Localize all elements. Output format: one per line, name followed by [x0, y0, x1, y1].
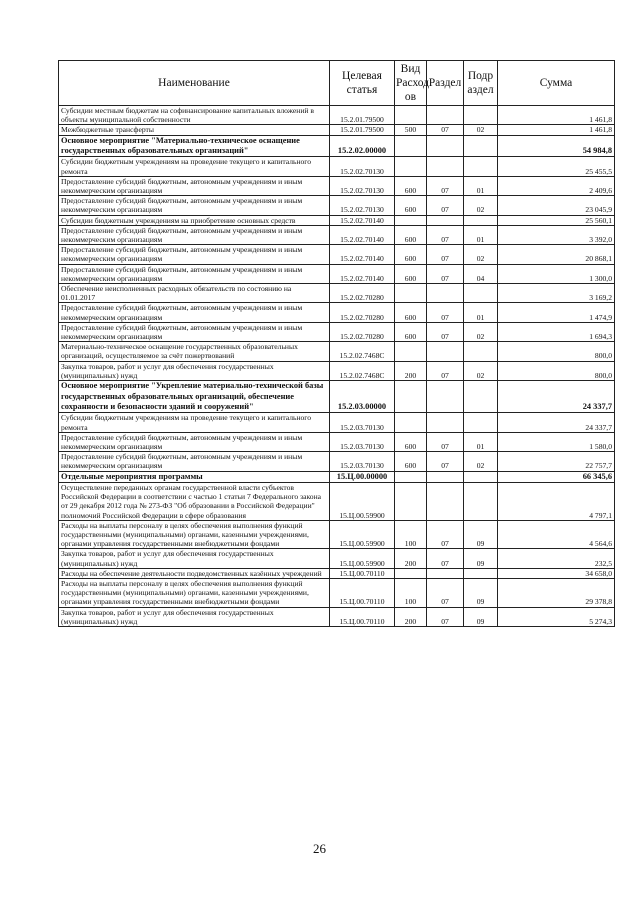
cell-expense-type [395, 106, 427, 125]
cell-section: 07 [427, 432, 464, 451]
table-row [59, 452, 615, 471]
cell-subsection [464, 471, 498, 482]
table-row [59, 342, 615, 361]
cell-target-code: 15.2.02.7468С [330, 342, 395, 361]
cell-sum: 24 337,7 [498, 413, 615, 432]
header-target: Целевая статья [330, 61, 395, 106]
cell-subsection: 02 [464, 125, 498, 135]
table-row [59, 568, 615, 578]
cell-expense-type: 600 [395, 303, 427, 322]
cell-subsection [464, 381, 498, 413]
cell-sum: 2 409,6 [498, 176, 615, 195]
cell-sum: 20 868,1 [498, 245, 615, 264]
cell-expense-type: 600 [395, 245, 427, 264]
cell-name: Предоставление субсидий бюджетным, автономным учреждениям и иным некоммерческим организациям [59, 176, 330, 195]
table-row [59, 432, 615, 451]
cell-sum: 1 461,8 [498, 106, 615, 125]
table-body [59, 106, 615, 627]
cell-section: 07 [427, 303, 464, 322]
cell-subsection: 01 [464, 176, 498, 195]
cell-section [427, 471, 464, 482]
cell-section [427, 135, 464, 157]
cell-name: Предоставление субсидий бюджетным, автономным учреждениям и иным некоммерческим организациям [59, 452, 330, 471]
cell-target-code: 15.2.02.70280 [330, 322, 395, 341]
table-row [59, 578, 615, 607]
cell-target-code: 15.2.02.70130 [330, 196, 395, 215]
cell-subsection: 01 [464, 303, 498, 322]
table-row [59, 381, 615, 413]
cell-target-code: 15.Ц.00.70110 [330, 578, 395, 607]
cell-sum: 54 984,8 [498, 135, 615, 157]
cell-expense-type [395, 215, 427, 225]
cell-subsection: 09 [464, 549, 498, 568]
cell-name: Закупка товаров, работ и услуг для обеспечения государственных (муниципальных) нужд [59, 607, 330, 626]
table-row [59, 284, 615, 303]
table-row [59, 322, 615, 341]
cell-subsection [464, 413, 498, 432]
cell-target-code: 15.Ц.00.70110 [330, 568, 395, 578]
cell-subsection: 09 [464, 578, 498, 607]
table-row [59, 215, 615, 225]
cell-sum: 29 378,8 [498, 578, 615, 607]
header-subsection: Подр аздел [464, 61, 498, 106]
cell-name: Субсидии бюджетным учреждениям на проведение текущего и капитального ремонта [59, 157, 330, 176]
cell-section [427, 413, 464, 432]
cell-section [427, 157, 464, 176]
header-row [59, 61, 615, 106]
cell-target-code: 15.2.02.70140 [330, 245, 395, 264]
cell-subsection: 02 [464, 196, 498, 215]
cell-sum: 4 564,6 [498, 520, 615, 549]
page-number: 26 [313, 841, 326, 856]
cell-target-code: 15.2.02.70130 [330, 176, 395, 195]
cell-section [427, 284, 464, 303]
cell-section [427, 568, 464, 578]
cell-section: 07 [427, 264, 464, 283]
cell-target-code: 15.2.01.79500 [330, 106, 395, 125]
cell-expense-type: 100 [395, 578, 427, 607]
budget-table [58, 60, 615, 627]
cell-sum: 66 345,6 [498, 471, 615, 482]
cell-subsection [464, 157, 498, 176]
table-row [59, 264, 615, 283]
cell-subsection: 02 [464, 322, 498, 341]
cell-section: 07 [427, 322, 464, 341]
cell-sum: 232,5 [498, 549, 615, 568]
header-type: Вид Расход ов [395, 61, 427, 106]
cell-subsection [464, 284, 498, 303]
cell-name: Субсидии местным бюджетам на софинансирование капитальных вложений в объекты муниципальной собственности [59, 106, 330, 125]
cell-subsection: 04 [464, 264, 498, 283]
cell-target-code: 15.2.03.70130 [330, 413, 395, 432]
cell-section: 07 [427, 549, 464, 568]
cell-sum: 1 580,0 [498, 432, 615, 451]
table-row [59, 607, 615, 626]
cell-expense-type [395, 381, 427, 413]
cell-expense-type [395, 413, 427, 432]
cell-name: Материально-техническое оснащение государственных образовательных организаций, осуществляемое за счёт пожертвований [59, 342, 330, 361]
cell-section: 07 [427, 176, 464, 195]
cell-target-code: 15.Ц.00.59900 [330, 549, 395, 568]
cell-sum: 1 694,3 [498, 322, 615, 341]
cell-target-code: 15.Ц.00.59900 [330, 482, 395, 520]
cell-target-code: 15.2.02.70280 [330, 284, 395, 303]
cell-expense-type: 500 [395, 125, 427, 135]
cell-sum: 1 474,9 [498, 303, 615, 322]
cell-name: Предоставление субсидий бюджетным, автономным учреждениям и иным некоммерческим организациям [59, 196, 330, 215]
header-sum: Сумма [498, 61, 615, 106]
table-row [59, 361, 615, 380]
cell-sum: 3 392,0 [498, 225, 615, 244]
cell-expense-type: 600 [395, 225, 427, 244]
cell-section: 07 [427, 520, 464, 549]
cell-target-code: 15.Ц.00.00000 [330, 471, 395, 482]
cell-expense-type: 600 [395, 196, 427, 215]
cell-expense-type: 600 [395, 432, 427, 451]
cell-target-code: 15.2.02.70140 [330, 225, 395, 244]
cell-name: Осуществление переданных органам государственной власти субъектов Российской Федерации в соответствии с частью 1 статьи 7 Федерального закона от 29 декабря 2012 года № 273-ФЗ "Об образовании в Российской Федерации" полномочий Российской Федерации в сфере образования [59, 482, 330, 520]
cell-name: Предоставление субсидий бюджетным, автономным учреждениям и иным некоммерческим организациям [59, 245, 330, 264]
cell-target-code: 15.2.02.70140 [330, 264, 395, 283]
cell-target-code: 15.2.02.70130 [330, 157, 395, 176]
cell-subsection: 02 [464, 452, 498, 471]
cell-expense-type [395, 471, 427, 482]
cell-name: Закупка товаров, работ и услуг для обеспечения государственных (муниципальных) нужд [59, 549, 330, 568]
cell-target-code: 15.Ц.00.70110 [330, 607, 395, 626]
cell-target-code: 15.2.01.79500 [330, 125, 395, 135]
cell-sum: 3 169,2 [498, 284, 615, 303]
table-row [59, 225, 615, 244]
cell-expense-type [395, 342, 427, 361]
cell-target-code: 15.Ц.00.59900 [330, 520, 395, 549]
cell-target-code: 15.2.03.00000 [330, 381, 395, 413]
cell-name: Межбюджетные трансферты [59, 125, 330, 135]
cell-sum: 1 461,8 [498, 125, 615, 135]
cell-name: Расходы на обеспечение деятельности подведомственных казённых учреждений [59, 568, 330, 578]
cell-expense-type: 600 [395, 176, 427, 195]
cell-section [427, 381, 464, 413]
cell-section: 07 [427, 225, 464, 244]
cell-expense-type [395, 568, 427, 578]
cell-name: Закупка товаров, работ и услуг для обеспечения государственных (муниципальных) нужд [59, 361, 330, 380]
cell-name: Субсидии бюджетным учреждениям на проведение текущего и капитального ремонта [59, 413, 330, 432]
cell-name: Основное мероприятие "Материально-техническое оснащение государственных образовательных организаций" [59, 135, 330, 157]
cell-name: Расходы на выплаты персоналу в целях обеспечения выполнения функций государственными (муниципальными) органами, казенными учреждениями, органами управления государственными внебюджетными фондами [59, 578, 330, 607]
table-row [59, 303, 615, 322]
cell-expense-type [395, 157, 427, 176]
cell-subsection [464, 482, 498, 520]
cell-sum: 4 797,1 [498, 482, 615, 520]
cell-section [427, 215, 464, 225]
table-row [59, 135, 615, 157]
cell-subsection [464, 135, 498, 157]
table-row [59, 106, 615, 125]
table-row [59, 482, 615, 520]
table-row [59, 157, 615, 176]
cell-target-code: 15.2.02.70140 [330, 215, 395, 225]
cell-section: 07 [427, 361, 464, 380]
cell-subsection: 09 [464, 607, 498, 626]
table-row [59, 471, 615, 482]
cell-sum: 5 274,3 [498, 607, 615, 626]
cell-name: Предоставление субсидий бюджетным, автономным учреждениям и иным некоммерческим организациям [59, 225, 330, 244]
table-row [59, 196, 615, 215]
table-row [59, 125, 615, 135]
cell-name: Отдельные мероприятия программы [59, 471, 330, 482]
table-row [59, 176, 615, 195]
cell-expense-type: 600 [395, 322, 427, 341]
cell-expense-type: 600 [395, 452, 427, 471]
cell-expense-type: 100 [395, 520, 427, 549]
cell-sum: 24 337,7 [498, 381, 615, 413]
cell-expense-type [395, 284, 427, 303]
cell-sum: 23 045,9 [498, 196, 615, 215]
cell-target-code: 15.2.02.7468С [330, 361, 395, 380]
table-row [59, 245, 615, 264]
cell-sum: 34 658,0 [498, 568, 615, 578]
cell-sum: 800,0 [498, 342, 615, 361]
cell-section [427, 342, 464, 361]
cell-section [427, 106, 464, 125]
cell-expense-type [395, 135, 427, 157]
cell-name: Предоставление субсидий бюджетным, автономным учреждениям и иным некоммерческим организациям [59, 432, 330, 451]
header-name: Наименование [59, 61, 330, 106]
cell-expense-type: 600 [395, 264, 427, 283]
cell-expense-type: 200 [395, 361, 427, 380]
cell-name: Обеспечение неисполненных расходных обязательств по состоянию на 01.01.2017 [59, 284, 330, 303]
cell-name: Расходы на выплаты персоналу в целях обеспечения выполнения функций государственными (муниципальными) органами, казенными учреждениями, органами управления государственными внебюджетными фондами [59, 520, 330, 549]
cell-section: 07 [427, 196, 464, 215]
cell-sum: 25 455,5 [498, 157, 615, 176]
cell-sum: 25 560,1 [498, 215, 615, 225]
cell-expense-type: 200 [395, 607, 427, 626]
cell-section: 07 [427, 578, 464, 607]
cell-subsection [464, 106, 498, 125]
cell-subsection [464, 342, 498, 361]
cell-name: Основное мероприятие "Укрепление материально-технической базы государственных образовательных организаций, обеспечение сохранности и безопасности зданий и сооружений" [59, 381, 330, 413]
cell-name: Предоставление субсидий бюджетным, автономным учреждениям и иным некоммерческим организациям [59, 322, 330, 341]
cell-target-code: 15.2.02.70280 [330, 303, 395, 322]
cell-target-code: 15.2.03.70130 [330, 432, 395, 451]
table-row [59, 413, 615, 432]
cell-section [427, 482, 464, 520]
cell-subsection [464, 215, 498, 225]
cell-section: 07 [427, 125, 464, 135]
cell-sum: 1 300,0 [498, 264, 615, 283]
cell-subsection: 01 [464, 432, 498, 451]
cell-expense-type [395, 482, 427, 520]
cell-subsection: 09 [464, 520, 498, 549]
cell-subsection [464, 568, 498, 578]
cell-section: 07 [427, 607, 464, 626]
cell-target-code: 15.2.03.70130 [330, 452, 395, 471]
cell-section: 07 [427, 245, 464, 264]
cell-expense-type: 200 [395, 549, 427, 568]
cell-sum: 800,0 [498, 361, 615, 380]
cell-target-code: 15.2.02.00000 [330, 135, 395, 157]
cell-subsection: 02 [464, 245, 498, 264]
header-section: Раздел [427, 61, 464, 106]
table-row [59, 549, 615, 568]
cell-name: Предоставление субсидий бюджетным, автономным учреждениям и иным некоммерческим организациям [59, 264, 330, 283]
cell-name: Субсидии бюджетным учреждениям на приобретение основных средств [59, 215, 330, 225]
budget-document [58, 60, 614, 627]
cell-section: 07 [427, 452, 464, 471]
cell-sum: 22 757,7 [498, 452, 615, 471]
cell-subsection: 01 [464, 225, 498, 244]
cell-name: Предоставление субсидий бюджетным, автономным учреждениям и иным некоммерческим организациям [59, 303, 330, 322]
table-row [59, 520, 615, 549]
cell-subsection: 02 [464, 361, 498, 380]
